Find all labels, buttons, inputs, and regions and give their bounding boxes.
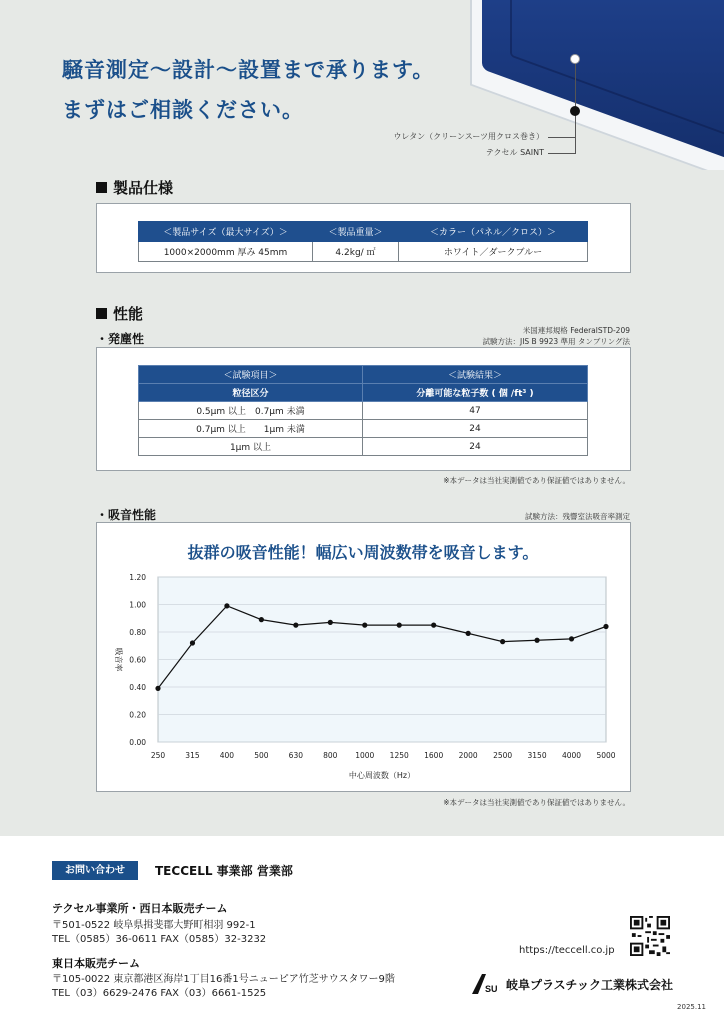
x-tick-label: 4000 (561, 751, 582, 760)
table-row (139, 438, 588, 456)
x-tick-label: 3150 (527, 751, 547, 760)
website-link[interactable]: https://teccell.co.jp (519, 945, 615, 956)
x-tick-labels (151, 751, 616, 760)
absorption-subtitle: ・吸音性能 (96, 508, 157, 522)
issue-date: 2025.11 (677, 1003, 706, 1011)
callout-dot (570, 54, 580, 64)
dust-subheader-count: 分離可能な粒子数 ( 個 /ft³ ) (363, 384, 588, 402)
dust-size: 0.7μm 以上 1μm 未満 (139, 420, 363, 438)
office1-phone: TEL（0585）36-0611 FAX（0585）32-3232 (52, 934, 267, 945)
dust-size: 0.5μm 以上 0.7μm 未満 (139, 402, 363, 420)
data-point (328, 620, 333, 625)
x-tick-label: 1250 (389, 751, 409, 760)
table-header-row (139, 366, 588, 384)
svg-text:SU: SU (485, 984, 498, 994)
square-bullet-icon (96, 182, 107, 193)
y-tick-label: 0.60 (129, 655, 146, 665)
table-row (139, 242, 588, 262)
x-tick-label: 1000 (355, 751, 375, 760)
x-tick-label: 2500 (493, 751, 513, 760)
company-logo (472, 974, 673, 994)
spec-weight: 4.2kg/ ㎡ (313, 242, 399, 262)
data-point (466, 631, 471, 636)
dust-count: 47 (363, 402, 588, 420)
office2-phone: TEL（03）6629-2476 FAX（03）6661-1525 (52, 988, 267, 999)
spec-size: 1000×2000mm 厚み 45mm (139, 242, 313, 262)
dust-subheader-size: 粒径区分 (139, 384, 363, 402)
absorption-method: 試験方法：残響室法吸音率測定 (525, 512, 630, 521)
spec-section-title: 製品仕様 (96, 177, 173, 198)
x-tick-label: 500 (254, 751, 269, 760)
absorption-headline: 抜群の吸音性能！幅広い周波数帯を吸音します。 (187, 543, 539, 562)
data-point (259, 617, 264, 622)
office1-address: 〒501-0522 岐阜県揖斐郡大野町相羽 992-1 (52, 920, 256, 931)
data-point (293, 623, 298, 628)
data-point (534, 638, 539, 643)
x-axis-label: 中心周波数（Hz） (348, 771, 416, 780)
dust-table (138, 365, 588, 456)
spec-header-weight: ＜製品重量＞ (313, 222, 399, 242)
table-header-row (139, 222, 588, 242)
dust-count: 24 (363, 438, 588, 456)
dust-size: 1μm 以上 (139, 438, 363, 456)
product-panel-image (430, 0, 724, 170)
headline-line1: 騒音測定～設計～設置まで承ります。 (62, 58, 435, 82)
contact-label: お問い合わせ (52, 861, 138, 880)
table-row (139, 420, 588, 438)
x-tick-label: 250 (150, 751, 166, 760)
data-point (224, 603, 229, 608)
callout-leader (548, 137, 576, 138)
office2-name: 東日本販売チーム (52, 957, 140, 970)
callout-dot (570, 106, 580, 116)
callout-leader (548, 153, 576, 154)
data-point (569, 636, 574, 641)
data-point (397, 623, 402, 628)
qr-code-icon (630, 916, 670, 956)
dust-method: 試験方法：JIS B 9923 準用 タンブリング法 (482, 337, 630, 346)
office2-address: 〒105-0022 東京都港区海岸1丁目16番1号ニューピア竹芝サウスタワー9階 (52, 974, 395, 985)
y-tick-labels (129, 573, 146, 747)
x-tick-label: 630 (288, 751, 304, 760)
data-point (190, 640, 195, 645)
y-tick-label: 1.00 (129, 600, 146, 610)
y-axis-label: 吸音率 (114, 647, 123, 672)
company-logo-icon (472, 974, 502, 994)
contact-team: TECCELL 事業部 営業部 (155, 864, 293, 878)
data-point (155, 686, 160, 691)
company-name: 岐阜プラスチック工業株式会社 (506, 977, 674, 992)
data-point (362, 623, 367, 628)
performance-section-title: 性能 (96, 303, 143, 324)
x-tick-label: 2000 (458, 751, 478, 760)
absorption-chart (96, 565, 630, 790)
x-tick-label: 5000 (596, 751, 616, 760)
dust-header-result: ＜試験結果＞ (363, 366, 588, 384)
spec-color: ホワイト／ダークブルー (399, 242, 588, 262)
dust-header-item: ＜試験項目＞ (139, 366, 363, 384)
callout-leader (575, 114, 576, 154)
data-point (500, 639, 505, 644)
spec-table (138, 221, 588, 262)
y-tick-label: 0.40 (129, 683, 146, 692)
dust-standard: 米国連邦規格 FederalSTD-209 (522, 326, 630, 335)
dust-subtitle: ・発塵性 (96, 332, 145, 346)
data-point (603, 624, 608, 629)
callout-teccell-saint: テクセル SAINT (485, 148, 544, 157)
absorption-note: ※本データは当社実測値であり保証値ではありません。 (443, 798, 630, 807)
headline-line2: まずはご相談ください。 (62, 98, 304, 122)
x-tick-label: 1600 (424, 751, 444, 760)
x-tick-label: 315 (185, 751, 200, 760)
office1-name: テクセル事業所・西日本販売チーム (52, 902, 228, 915)
square-bullet-icon (96, 308, 107, 319)
x-tick-label: 800 (323, 751, 338, 760)
dust-count: 24 (363, 420, 588, 438)
y-tick-label: 0.00 (129, 738, 146, 747)
table-row (139, 402, 588, 420)
x-tick-label: 400 (219, 751, 235, 760)
table-subheader-row (139, 384, 588, 402)
spec-header-color: ＜カラー（パネル／クロス）＞ (399, 222, 588, 242)
y-tick-label: 0.80 (129, 628, 146, 637)
spec-header-size: ＜製品サイズ（最大サイズ）＞ (139, 222, 313, 242)
y-tick-label: 1.20 (129, 573, 146, 582)
dust-note: ※本データは当社実測値であり保証値ではありません。 (443, 476, 630, 485)
callout-urethane: ウレタン（クリーンスーツ用クロス巻き） (393, 132, 544, 141)
data-point (431, 623, 436, 628)
y-tick-label: 0.20 (129, 710, 146, 720)
